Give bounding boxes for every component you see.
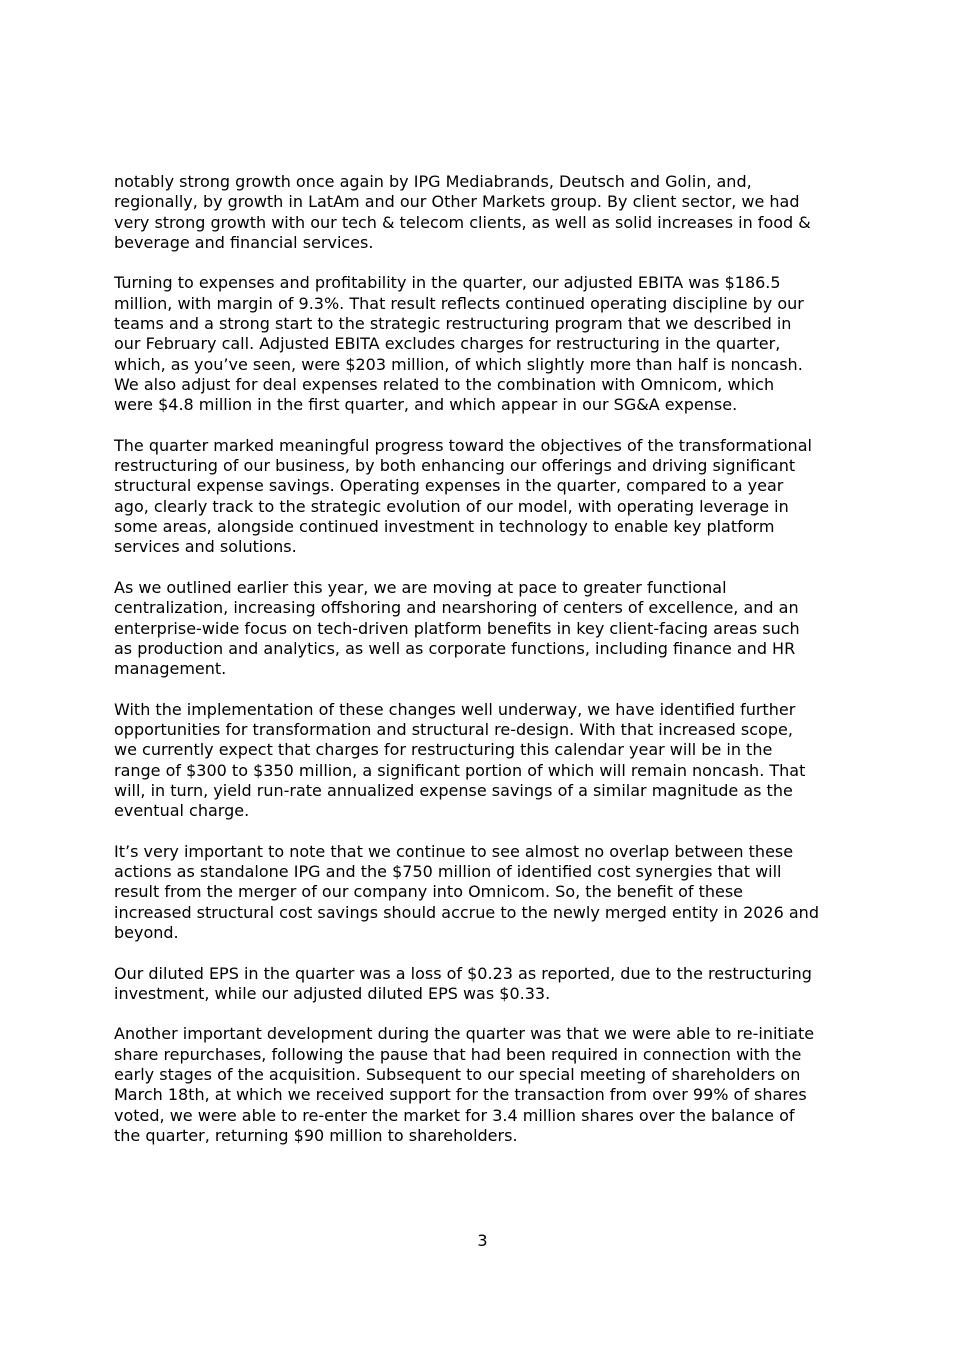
text-line: share repurchases, following the pause that had been required in connection with the <box>114 1044 802 1064</box>
paragraph <box>114 842 864 943</box>
text-line: With the implementation of these changes well underway, we have identified further <box>114 699 796 719</box>
text-line: restructuring of our business, by both enhancing our offerings and driving significant <box>114 456 796 476</box>
text-line: March 18th, at which we received support for the transaction from over 99% of shares <box>114 1085 807 1105</box>
text-line: actions as standalone IPG and the $750 million of identified cost synergies that will <box>114 862 782 882</box>
paragraph <box>114 172 864 253</box>
text-line: Turning to expenses and profitability in the quarter, our adjusted EBITA was $186.5 <box>114 273 781 293</box>
paragraph <box>114 964 864 1005</box>
text-line: centralization, increasing offshoring and nearshoring of centers of excellence, and an <box>114 598 799 618</box>
text-line: range of $300 to $350 million, a significant portion of which will remain noncash. That <box>114 760 806 780</box>
text-line: Another important development during the quarter was that we were able to re-initiate <box>114 1024 815 1044</box>
text-line: We also adjust for deal expenses related to the combination with Omnicom, which <box>114 374 775 394</box>
text-line: notably strong growth once again by IPG Mediabrands, Deutsch and Golin, and, <box>114 172 752 191</box>
text-line: some areas, alongside continued investment in technology to enable key platform <box>114 517 775 537</box>
text-line: structural expense savings. Operating expenses in the quarter, compared to a year <box>114 476 784 496</box>
text-line: teams and a strong start to the strategic restructuring program that we described in <box>114 314 792 334</box>
text-line: our February call. Adjusted EBITA excludes charges for restructuring in the quarter, <box>114 334 781 354</box>
page-number: 3 <box>477 1231 488 1250</box>
text-line: which, as you’ve seen, were $203 million, of which slightly more than half is noncash. <box>114 354 803 374</box>
text-line: very strong growth with our tech & telecom clients, as well as solid increases in food & <box>114 212 811 232</box>
text-line: It’s very important to note that we continue to see almost no overlap between these <box>114 841 794 861</box>
text-line: beverage and financial services. <box>114 232 374 252</box>
text-line: million, with margin of 9.3%. That result reflects continued operating discipline by our <box>114 293 804 313</box>
text-line: as production and analytics, as well as corporate functions, including finance and HR <box>114 638 796 658</box>
text-line: result from the merger of our company into Omnicom. So, the benefit of these <box>114 882 744 902</box>
text-line: ago, clearly track to the strategic evolution of our model, with operating leverage in <box>114 496 789 516</box>
text-line: early stages of the acquisition. Subsequent to our special meeting of shareholders on <box>114 1065 801 1085</box>
text-line: As we outlined earlier this year, we are moving at pace to greater functional <box>114 577 727 597</box>
text-line: management. <box>114 659 227 679</box>
text-line: Our diluted EPS in the quarter was a loss of $0.23 as reported, due to the restructuring <box>114 963 812 983</box>
text-line: regionally, by growth in LatAm and our Other Markets group. By client sector, we had <box>114 192 800 212</box>
paragraph <box>114 578 864 679</box>
text-line: The quarter marked meaningful progress toward the objectives of the transformational <box>114 435 812 455</box>
text-line: were $4.8 million in the first quarter, and which appear in our SG&A expense. <box>114 395 738 415</box>
text-line: enterprise-wide focus on tech-driven platform benefits in key client-facing areas such <box>114 618 800 638</box>
text-line: voted, we were able to re-enter the market for 3.4 million shares over the balance of <box>114 1105 795 1125</box>
text-line: increased structural cost savings should accrue to the newly merged entity in 2026 and <box>114 902 819 922</box>
text-line: eventual charge. <box>114 801 250 821</box>
paragraph <box>114 700 864 822</box>
paragraph <box>114 436 864 558</box>
text-line: the quarter, returning $90 million to shareholders. <box>114 1125 518 1145</box>
text-line: beyond. <box>114 922 179 942</box>
document-body <box>114 172 864 1167</box>
text-line: we currently expect that charges for restructuring this calendar year will be in the <box>114 740 773 760</box>
text-line: opportunities for transformation and structural re-design. With that increased scope, <box>114 720 793 740</box>
paragraph <box>114 1024 864 1146</box>
text-line: will, in turn, yield run-rate annualized expense savings of a similar magnitude as the <box>114 780 793 800</box>
text-line: services and solutions. <box>114 537 297 557</box>
text-line: investment, while our adjusted diluted EPS was $0.33. <box>114 983 551 1003</box>
paragraph <box>114 273 864 415</box>
